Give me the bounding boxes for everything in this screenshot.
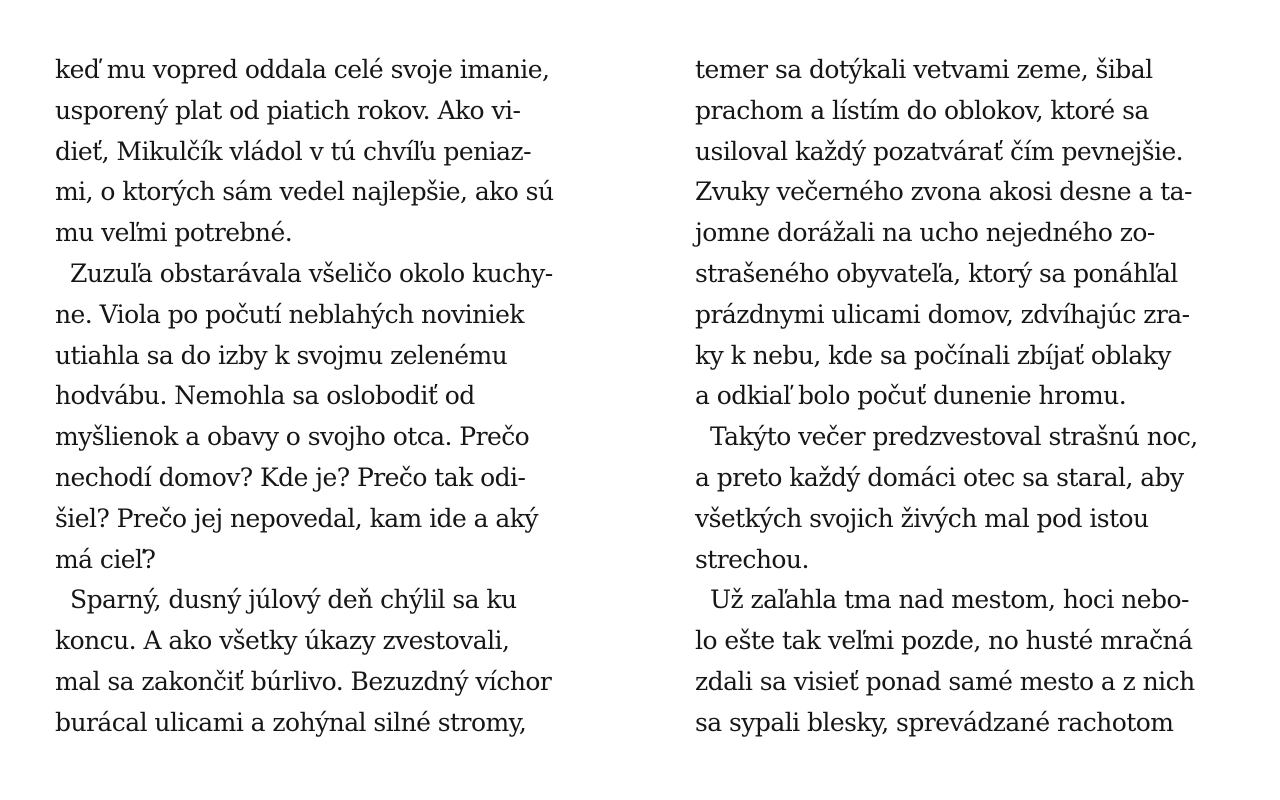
text-line: hodvábu. Nemohla sa oslobodiť od [55, 381, 475, 411]
text-line: strechou. [695, 544, 809, 574]
text-line: mal sa zakončiť búrlivo. Bezuzdný víchor [55, 666, 552, 696]
text-line: prázdnymi ulicami domov, zdvíhajúc zra- [695, 299, 1190, 329]
text-line: ne. Viola po počutí neblahých noviniek [55, 299, 524, 329]
text-line: dieť, Mikulčík vládol v tú chvíľu peniaz- [55, 136, 531, 166]
text-line: myšlienok a obavy o svojho otca. Prečo [55, 422, 530, 452]
text-line: usporený plat od piatich rokov. Ako vi- [55, 95, 521, 125]
text-line: prachom a lístím do oblokov, ktoré sa [695, 95, 1149, 125]
text-line: má cieľ? [55, 544, 156, 574]
text-line: a odkiaľ bolo počuť dunenie hromu. [695, 381, 1127, 411]
text-line: ky k nebu, kde sa počínali zbíjať oblaky [695, 340, 1171, 370]
paragraph-first-line: Takýto večer predzvestoval strašnú noc, [710, 422, 1198, 452]
text-line: šiel? Prečo jej nepovedal, kam ide a aký [55, 503, 538, 533]
text-line: lo ešte tak veľmi pozde, no husté mračná [695, 626, 1193, 656]
paragraph-first-line: Už zaľahla tma nad mestom, hoci nebo- [710, 585, 1189, 615]
text-line: zdali sa visieť ponad samé mesto a z nich [695, 666, 1195, 696]
text-line: mu veľmi potrebné. [55, 218, 293, 248]
text-line: nechodí domov? Kde je? Prečo tak odi- [55, 462, 526, 492]
text-line: sa sypali blesky, sprevádzané rachotom [695, 707, 1174, 737]
paragraph-first-line: Zuzuľa obstarávala všeličo okolo kuchy- [70, 258, 553, 288]
text-line: všetkých svojich živých mal pod istou [695, 503, 1149, 533]
text-line: strašeného obyvateľa, ktorý sa ponáhľal [695, 258, 1178, 288]
text-line: a preto každý domáci otec sa staral, aby [695, 462, 1184, 492]
text-line: mi, o ktorých sám vedel najlepšie, ako sú [55, 177, 554, 207]
text-line: Zvuky večerného zvona akosi desne a ta- [695, 177, 1192, 207]
text-column-left [55, 50, 595, 744]
text-line: temer sa dotýkali vetvami zeme, šibal [695, 55, 1153, 84]
paragraph-first-line: Sparný, dusný júlový deň chýlil sa ku [70, 585, 517, 615]
text-line: usiloval každý pozatvárať čím pevnejšie. [695, 136, 1184, 166]
text-line: burácal ulicami a zohýnal silné stromy, [55, 707, 527, 737]
text-line: keď mu vopred oddala celé svoje imanie, [55, 55, 550, 84]
text-line: koncu. A ako všetky úkazy zvestovali, [55, 626, 510, 656]
text-column-right [695, 50, 1235, 744]
text-line: utiahla sa do izby k svojmu zelenému [55, 340, 508, 370]
text-line: jomne dorážali na ucho nejedného zo- [695, 218, 1155, 248]
